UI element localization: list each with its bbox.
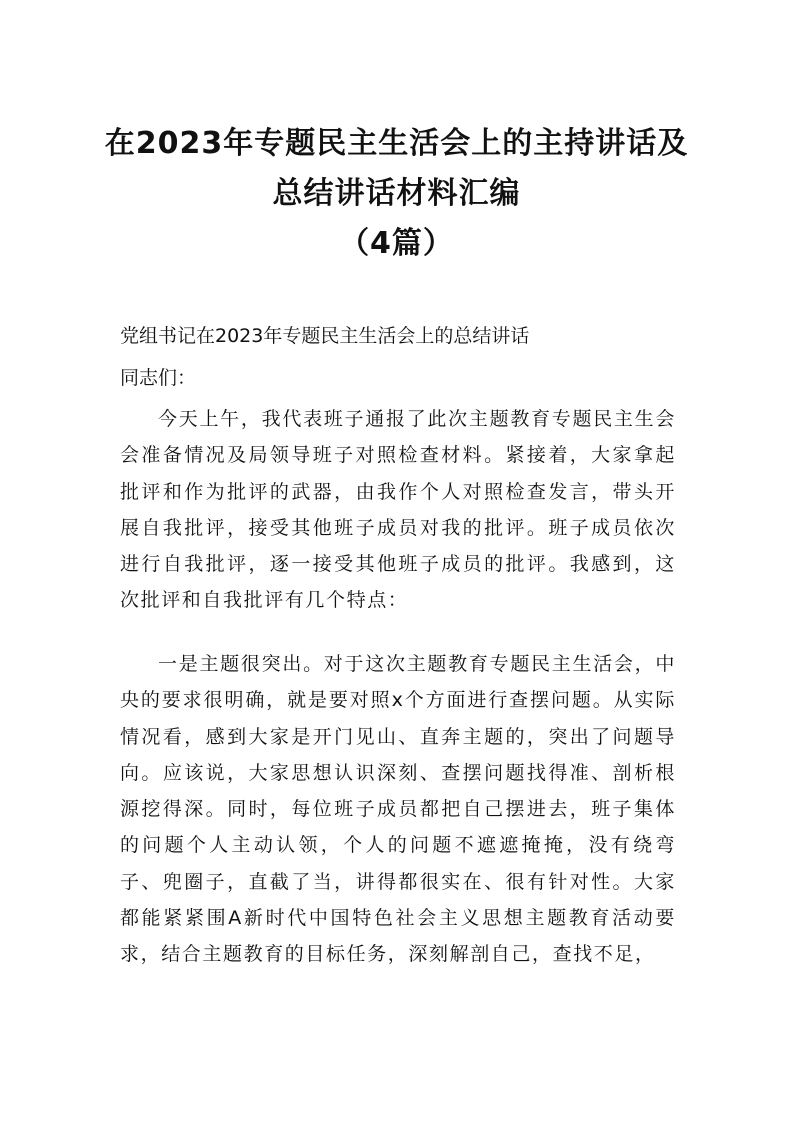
document-title-count: （4篇） (339, 226, 454, 261)
salutation: 同志们： (120, 367, 197, 389)
document-title-line-1: 在2023年专题民主生活会上的主持讲话及 (104, 126, 689, 161)
body-paragraph-2: 一是主题很突出。对于这次主题教育专题民主生活会，中央的要求很明确，就是要对照x个方面进行查摆问题。从实际情况看，感到大家是开门见山、直奔主题的，突出了问题导向。应该说，大家思想认识深刻、查摆问题找得准、剖析根源挖得深。同时，每位班子成员都把自己摆进去，班子集体的问题个人主动认领，个人的问题不遮遮掩掩，没有绕弯子、兜圈子，直截了当，讲得都很实在、很有针对性。大家都能紧紧围A新时代中国特色社会主义思想主题教育活动要求，结合主题教育的目标任务，深刻解剖自己，查找不足， (120, 653, 676, 966)
document-title-line-2: 总结讲话材料汇编 (272, 176, 521, 211)
section-heading: 党组书记在2023年专题民主生活会上的总结讲话 (120, 325, 530, 347)
body-paragraph-1: 今天上午，我代表班子通报了此次主题教育专题民主生会会准备情况及局领导班子对照检查材料。紧接着，大家拿起批评和作为批评的武器，由我作个人对照检查发言，带头开展自我批评，接受其他班子成员对我的批评。班子成员依次进行自我批评，逐一接受其他班子成员的批评。我感到，这次批评和自我批评有几个特点： (120, 408, 676, 612)
